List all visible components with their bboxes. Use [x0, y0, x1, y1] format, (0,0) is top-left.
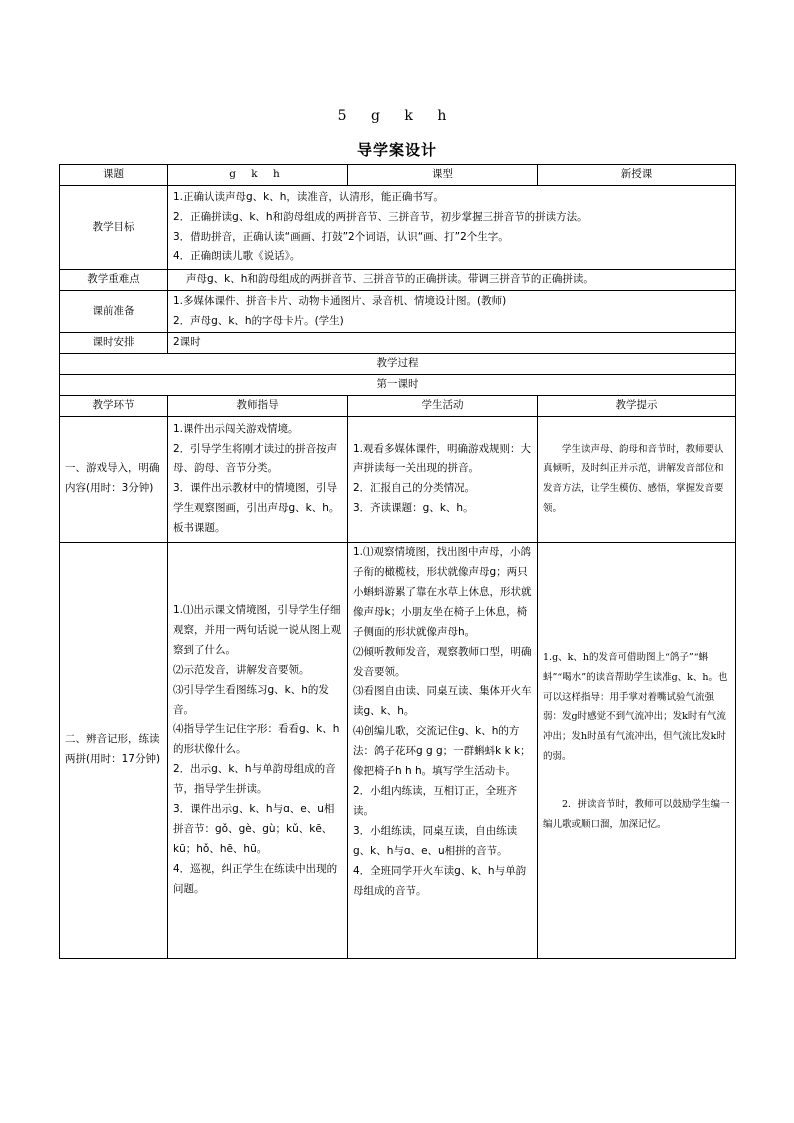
session-row [60, 375, 736, 396]
type-label: 课型 [348, 165, 538, 186]
column-header-hint: 教学提示 [538, 395, 736, 416]
teacher-step: ⑵示范发音，讲解发音要领。 [173, 663, 310, 676]
lesson-title: 5 g k h [337, 108, 457, 124]
stage-1-label: 一、游戏导入，明确内容(用时：3分钟) [65, 462, 160, 495]
stage-2-teacher [168, 542, 348, 958]
goals-label: 教学目标 [60, 186, 168, 270]
teacher-step: 1.⑴出示课文情境图，引导学生仔细观察，并用一两句话说一说从图上观察到了什么。 [173, 603, 341, 656]
goals-cell [168, 186, 736, 270]
stage-2-student [348, 542, 538, 958]
stage-1-cell [60, 416, 168, 542]
stage-1-hint [538, 416, 736, 542]
session-title: 第一课时 [60, 375, 736, 396]
goal-item: 1.正确认读声母g、k、h，读准音，认清形，能正确书写。 [173, 190, 444, 203]
student-step: 3．齐读课题：g、k、h。 [353, 502, 474, 515]
topic-label: 课题 [60, 165, 168, 186]
key-points-label: 教学重难点 [60, 270, 168, 291]
teacher-step: 2．出示g、k、h与单韵母组成的音节，指导学生拼读。 [173, 763, 336, 796]
hint-text: 2．拼读音节时，教师可以鼓励学生编一编儿歌或顺口溜，加深记忆。 [543, 799, 730, 831]
column-header-stage: 教学环节 [60, 395, 168, 416]
process-title-row [60, 354, 736, 375]
preparation-cell [168, 291, 736, 333]
topic-row [60, 165, 736, 186]
preparation-row [60, 291, 736, 333]
goal-item: 4．正确朗读儿歌《说话》。 [173, 250, 301, 263]
lesson-plan-table [59, 164, 736, 959]
preparation-item: 1.多媒体课件、拼音卡片、动物卡通图片、录音机、情境设计图。(教师) [173, 294, 507, 307]
key-points-value: 声母g、k、h和韵母组成的两拼音节、三拼音节的正确拼读。带调三拼音节的正确拼读。 [168, 270, 736, 291]
student-step: ⑷创编儿歌，交流记住g、k、h的方法：鸽子花环g g g；一群蝌蚪k k k；像把椅子h h h。填写学生活动卡。 [353, 725, 531, 778]
process-title: 教学过程 [60, 354, 736, 375]
stage-2-hint [538, 542, 736, 958]
teacher-step: 4．巡视，纠正学生在练读中出现的问题。 [173, 863, 338, 895]
teacher-step: ⑷指导学生记住字形：看看g、k、h的形状像什么。 [173, 723, 340, 756]
column-header-teacher: 教师指导 [168, 395, 348, 416]
student-step: 4．全班同学开火车读g、k、h与单韵母组成的音节。 [353, 864, 527, 897]
teacher-step: ⑶引导学生看图练习g、k、h的发音。 [173, 683, 329, 716]
hint-spacer [543, 767, 730, 795]
student-step: 2．汇报自己的分类情况。 [353, 482, 476, 495]
column-header-row [60, 395, 736, 416]
hint-spacer [543, 835, 730, 853]
hint-text: 1.g、k、h的发音可借助图上“鸽子”“蝌蚪”“喝水”的读音帮助学生读准g、k、h。也可以这样指导：用手掌对着嘴试验气流强弱：发g时感觉不到气流冲出；发k时有气流冲出；发h时虽有气流冲出，但气流比发k时的弱。 [543, 651, 728, 763]
hint-text: 学生读声母、韵母和音节时，教师要认真倾听，及时纠正并示范，讲解发音部位和发音方法，让学生模仿、感悟，掌握发音要领。 [543, 443, 724, 515]
goal-item: 3．借助拼音，正确认读“画画、打鼓”2个词语，认识“画、打”2个生字。 [173, 230, 509, 243]
student-step: 3．小组练读，同桌互读，自由练读g、k、h与ɑ、e、u相拼的音节。 [353, 825, 518, 857]
preparation-item: 2．声母g、k、h的字母卡片。(学生) [173, 314, 344, 327]
teacher-step: 3．课件出示g、k、h与ɑ、e、u相拼音节：gǒ、gè、gù；kǔ、kē、kū；hǒ、hē、hū。 [173, 803, 335, 856]
goal-item: 2．正确拼读g、k、h和韵母组成的两拼音节、三拼音节，初步掌握三拼音节的拼读方法。 [173, 210, 588, 223]
stage-row-1 [60, 416, 736, 542]
teacher-step: 2．引导学生将刚才读过的拼音按声母、韵母、音节分类。 [173, 442, 338, 475]
stage-1-teacher [168, 416, 348, 542]
stage-2-label: 二、辨音记形，练读两拼(用时：17分钟) [65, 733, 161, 766]
teacher-step: 1.课件出示闯关游戏情境。 [173, 422, 299, 435]
student-step: ⑶看图自由读、同桌互读、集体开火车读g、k、h。 [353, 685, 532, 718]
stage-1-student [348, 416, 538, 542]
stage-2-cell [60, 542, 168, 958]
student-step: 1.观看多媒体课件，明确游戏规则：大声拼读每一关出现的拼音。 [353, 442, 532, 475]
document-title: 导学案设计 [356, 141, 437, 159]
preparation-label: 课前准备 [60, 291, 168, 333]
student-step: 2．小组内练读，互相订正，全班齐读。 [353, 785, 518, 818]
type-value: 新授课 [538, 165, 736, 186]
key-points-row [60, 270, 736, 291]
hours-value: 2课时 [168, 333, 736, 354]
column-header-student: 学生活动 [348, 395, 538, 416]
goals-row [60, 186, 736, 270]
hours-label: 课时安排 [60, 333, 168, 354]
hours-row [60, 333, 736, 354]
student-step: ⑵倾听教师发音，观察教师口型，明确发音要领。 [353, 645, 532, 678]
student-step: 1.⑴观察情境图，找出图中声母，小鸽子衔的橄榄枝，形状就像声母g；两只小蝌蚪游累了靠在水草上休息，形状就像声母k；小朋友坐在椅子上休息，椅子侧面的形状就像声母h。 [353, 545, 532, 638]
teacher-step: 3．课件出示教材中的情境图，引导学生观察图画，引出声母g、k、h。板书课题。 [173, 482, 340, 535]
stage-row-2 [60, 542, 736, 958]
topic-value: g k h [168, 165, 348, 186]
